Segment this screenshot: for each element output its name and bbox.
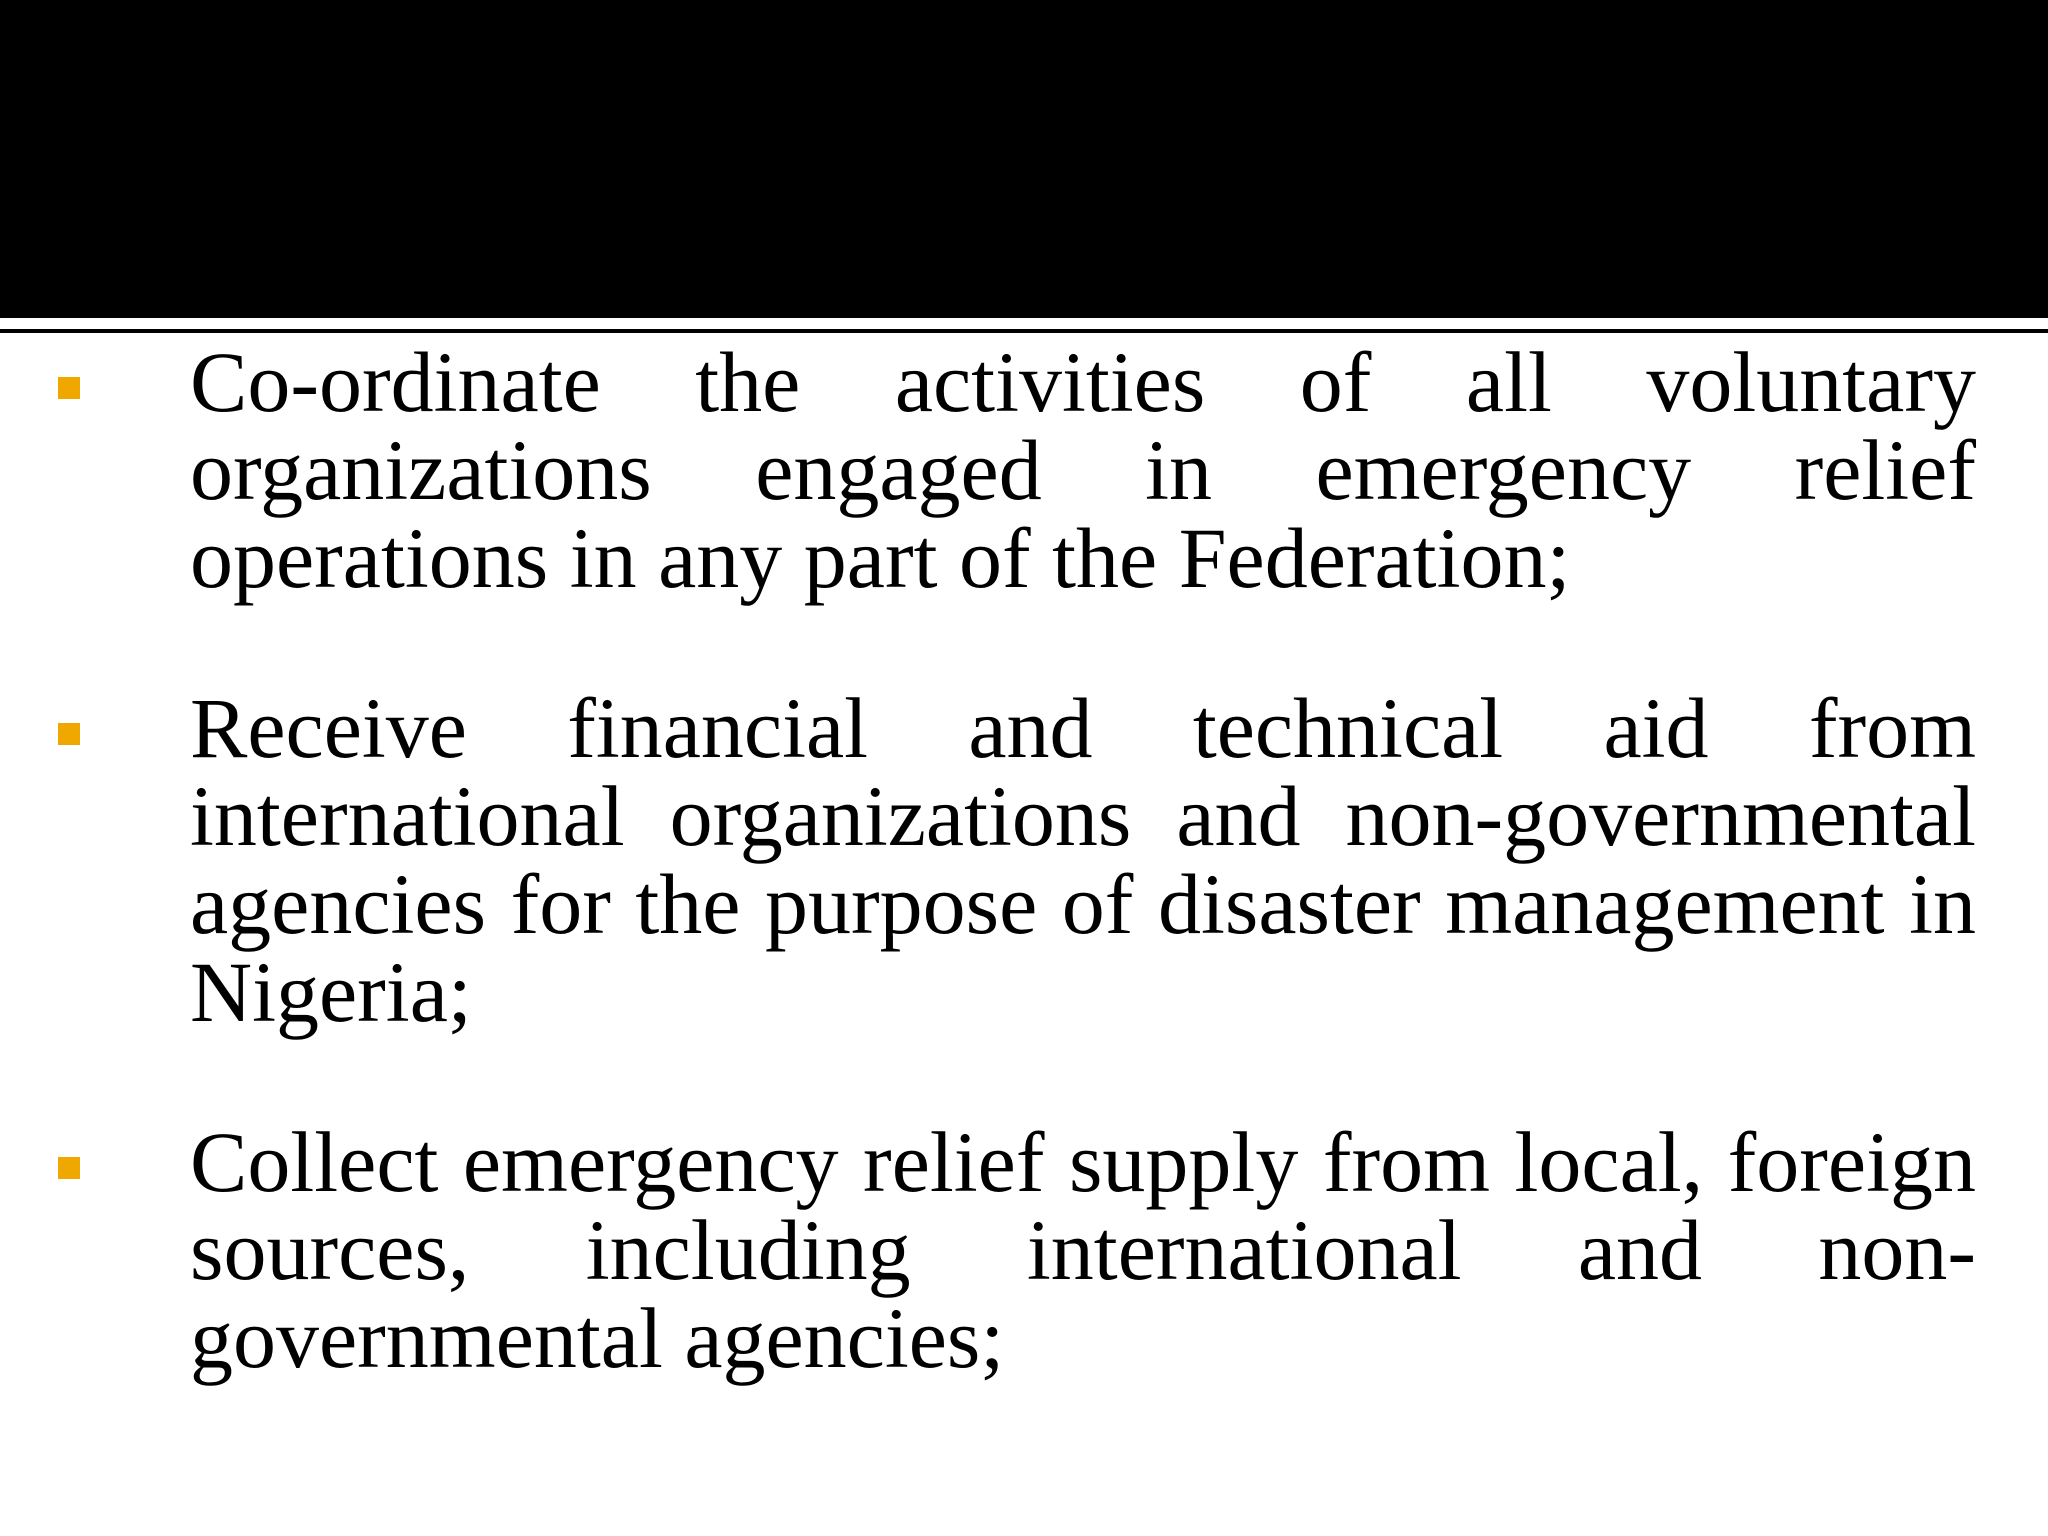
square-bullet-icon bbox=[58, 1157, 80, 1179]
bullet-list bbox=[0, 334, 2048, 1464]
bullet-item bbox=[0, 334, 2048, 606]
bullet-item bbox=[0, 1114, 2048, 1386]
title-divider bbox=[0, 329, 2048, 333]
bullet-text: Receive financial and technical aid from international organizations and non-governmental agencies for the purpose of disaster management in Nigeria; bbox=[190, 680, 1976, 1040]
title-band bbox=[0, 0, 2048, 318]
square-bullet-icon bbox=[58, 377, 80, 399]
bullet-item bbox=[0, 680, 2048, 1040]
square-bullet-icon bbox=[58, 723, 80, 745]
bullet-text: Collect emergency relief supply from local, foreign sources, including international and non-governmental agencies; bbox=[190, 1114, 1976, 1386]
bullet-text: Co-ordinate the activities of all voluntary organizations engaged in emergency relief operations in any part of the Federation; bbox=[190, 334, 1976, 606]
